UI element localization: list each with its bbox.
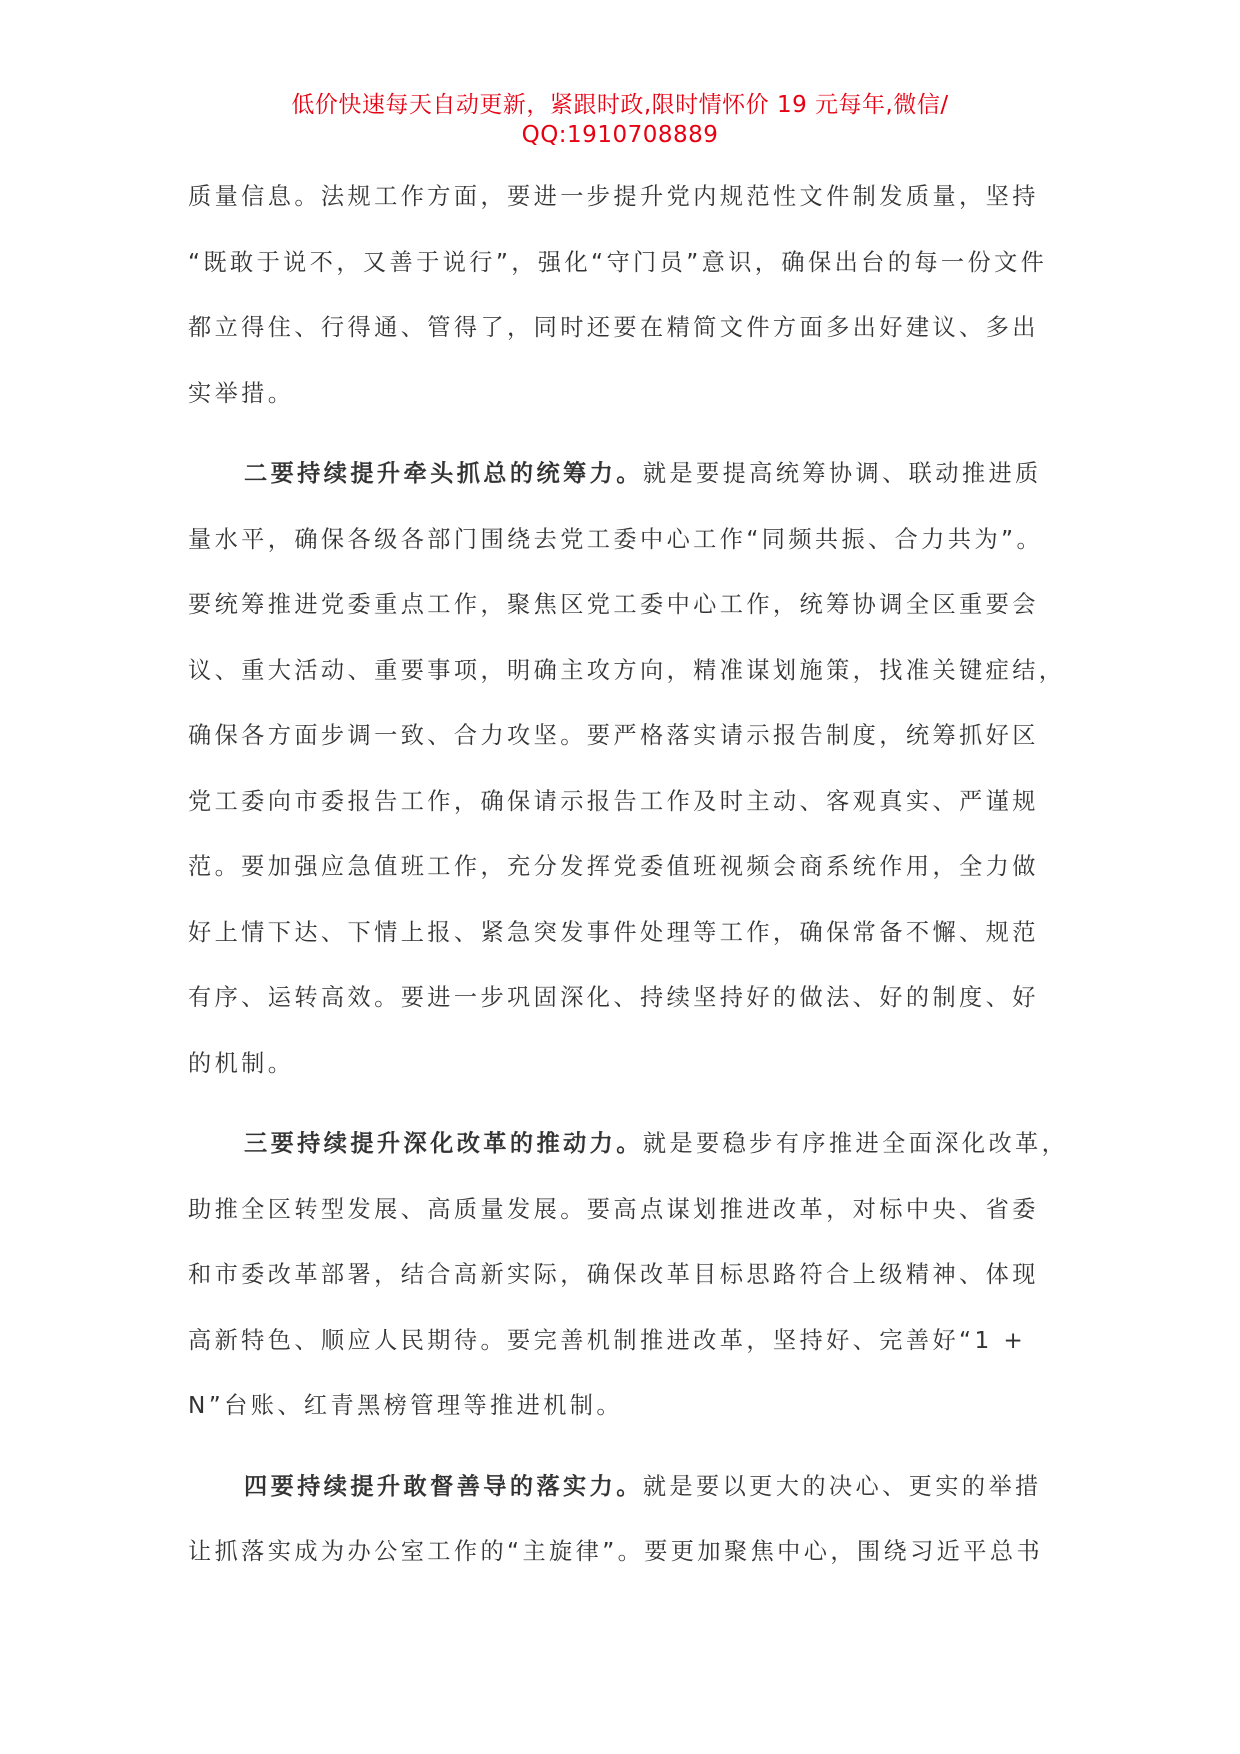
text-line: “既敢于说不，又善于说行”，强化“守门员”意识，确保出台的每一份文件 — [188, 248, 1048, 276]
paragraph-3 — [188, 1111, 1073, 1439]
paragraph-4 — [188, 1454, 1073, 1585]
paragraph-1 — [188, 164, 1073, 426]
paragraph-2 — [188, 441, 1073, 1096]
text-line: 好上情下达、下情上报、紧急突发事件处理等工作，确保常备不懈、规范 — [188, 918, 1039, 946]
header-line-1: 低价快速每天自动更新，紧跟时政,限时情怀价 19 元每年,微信/ — [291, 92, 949, 118]
paragraph-heading: 三要持续提升深化改革的推动力。 — [244, 1130, 643, 1157]
text-line: 和市委改革部署，结合高新实际，确保改革目标思路符合上级精神、体现 — [188, 1261, 1039, 1288]
text-line: 要统筹推进党委重点工作，聚焦区党工委中心工作，统筹协调全区重要会 — [188, 591, 1039, 618]
text-line: 范。要加强应急值班工作，充分发挥党委值班视频会商系统作用，全力做 — [188, 853, 1039, 880]
paragraph-heading: 四要持续提升敢督善导的落实力。 — [244, 1472, 643, 1500]
header-line-2: QQ:1910708889 — [521, 122, 719, 148]
paragraph-lead-text: 就是要以更大的决心、更实的举措 — [642, 1472, 1042, 1500]
text-line: N”台账、红青黑榜管理等推进机制。 — [188, 1392, 623, 1419]
text-line: 高新特色、顺应人民期待。要完善机制推进改革，坚持好、完善好“1 + — [188, 1326, 1027, 1354]
paragraph-first-line — [188, 1111, 1073, 1177]
paragraph-heading: 二要持续提升牵头抓总的统筹力。 — [244, 460, 643, 487]
text-line: 党工委向市委报告工作，确保请示报告工作及时主动、客观真实、严谨规 — [188, 787, 1039, 815]
paragraph-first-line — [188, 1454, 1073, 1520]
text-line: 都立得住、行得通、管得了，同时还要在精简文件方面多出好建议、多出 — [188, 314, 1039, 341]
document-body — [188, 164, 1073, 1585]
text-line: 助推全区转型发展、高质量发展。要高点谋划推进改革，对标中央、省委 — [188, 1195, 1039, 1223]
watermark-header — [180, 90, 1060, 150]
paragraph-lead-text: 就是要稳步有序推进全面深化改革， — [642, 1130, 1069, 1157]
text-line: 量水平，确保各级各部门围绕去党工委中心工作“同频共振、合力共为”。 — [188, 525, 1044, 553]
text-line: 实举措。 — [188, 379, 295, 407]
text-line: 的机制。 — [188, 1049, 295, 1077]
text-line: 确保各方面步调一致、合力攻坚。要严格落实请示报告制度，统筹抓好区 — [188, 722, 1039, 749]
text-line: 质量信息。法规工作方面，要进一步提升党内规范性文件制发质量，坚持 — [188, 183, 1039, 210]
paragraph-first-line — [188, 441, 1073, 507]
text-line: 议、重大活动、重要事项，明确主攻方向，精准谋划施策，找准关键症结， — [188, 656, 1066, 684]
text-line: 有序、运转高效。要进一步巩固深化、持续坚持好的做法、好的制度、好 — [188, 984, 1039, 1011]
text-line: 让抓落实成为办公室工作的“主旋律”。要更加聚焦中心，围绕习近平总书 — [188, 1538, 1044, 1565]
paragraph-lead-text: 就是要提高统筹协调、联动推进质 — [642, 460, 1042, 487]
